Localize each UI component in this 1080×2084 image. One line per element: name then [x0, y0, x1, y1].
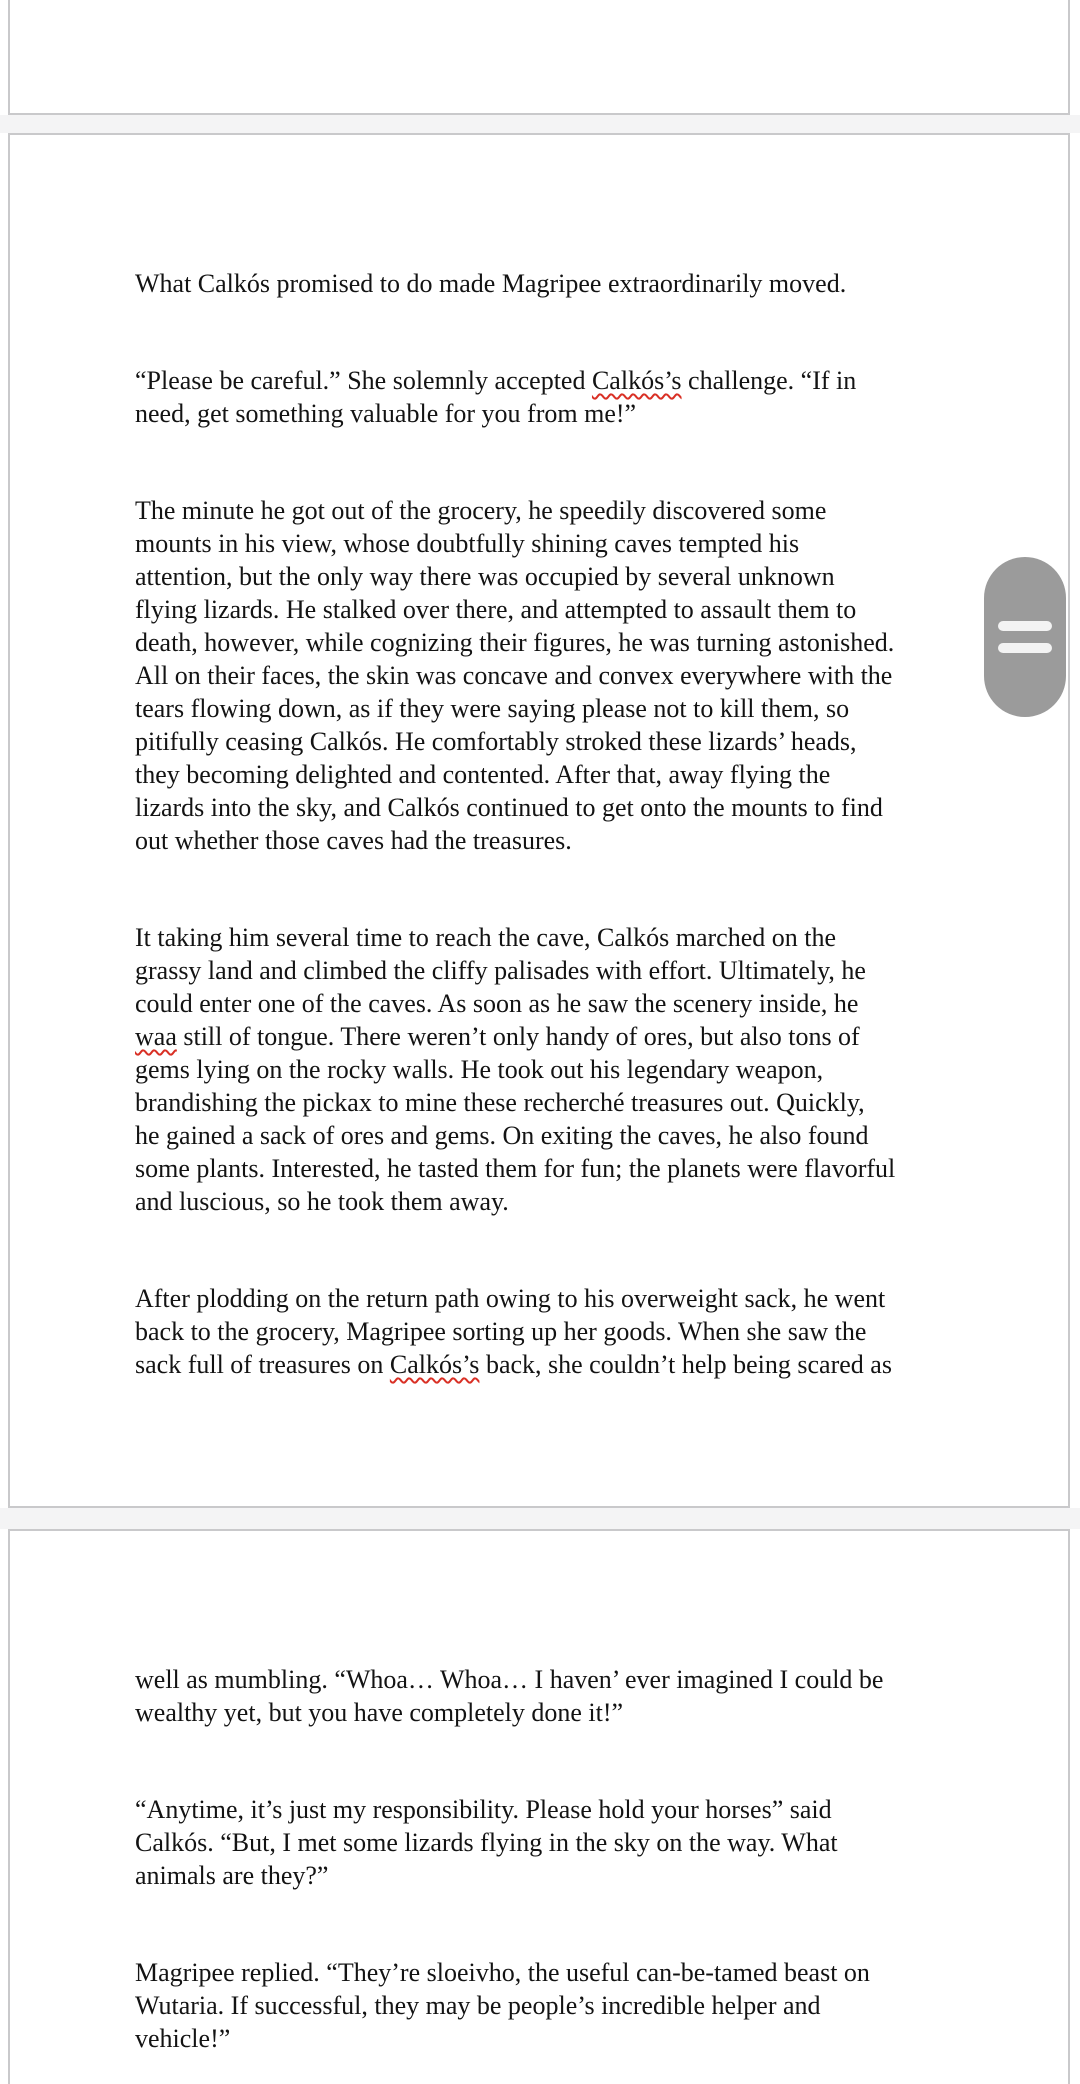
page-previous	[8, 0, 1070, 115]
page-current	[8, 133, 1070, 1508]
scroll-handle-grip-line-icon	[998, 621, 1052, 631]
scroll-handle-grip-line-icon	[998, 643, 1052, 653]
paragraph: What Calkós promised to do made Magripee extraordinarily moved.	[135, 269, 847, 298]
paragraph: “Please be careful.” She solemnly accepted Calkós’s challenge. “If in need, get something valuable for you from me!”	[135, 366, 857, 428]
page-next	[8, 1529, 1070, 2084]
paragraph: Magripee replied. “They’re sloeivho, the useful can-be-tamed beast on Wutaria. If successful, they may be people’s incredible helper and vehicle!”	[135, 1958, 870, 2053]
page-next-text	[10, 1531, 1068, 2055]
page-gap	[0, 115, 1080, 133]
paragraph: “Anytime, it’s just my responsibility. Please hold your horses” said Calkós. “But, I met some lizards flying in the sky on the way. What animals are they?”	[135, 1795, 838, 1890]
paragraph: After plodding on the return path owing to his overweight sack, he went back to the grocery, Magripee sorting up her goods. When she saw the sack full of treasures on Calkós’s back, she couldn’t help being scared as	[135, 1284, 892, 1379]
page-current-text	[10, 135, 1068, 1381]
misspelled-word: Calkós’s	[389, 1350, 480, 1379]
misspelled-word: Calkós’s	[591, 366, 682, 395]
misspelled-word: waa	[135, 1022, 177, 1051]
page-previous-text	[10, 0, 1068, 128]
paragraph: well as mumbling. “Whoa… Whoa… I haven’ ever imagined I could be wealthy yet, but you have completely done it!”	[135, 1665, 884, 1727]
paragraph: The minute he got out of the grocery, he speedily discovered some mounts in his view, whose doubtfully shining caves tempted his attention, but the only way there was occupied by several unknown flying lizards. He stalked over there, and attempted to assault them to death, however, while cognizing their figures, he was turning astonished. All on their faces, the skin was concave and convex everywhere with the tears flowing down, as if they were saying please not to kill them, so pitifully ceasing Calkós. He comfortably stroked these lizards’ heads, they becoming delighted and contented. After that, away flying the lizards into the sky, and Calkós continued to get onto the mounts to find out whether those caves had the treasures.	[135, 496, 895, 855]
scroll-handle[interactable]	[984, 557, 1066, 717]
page-gap	[0, 1508, 1080, 1529]
paragraph: It taking him several time to reach the cave, Calkós marched on the grassy land and climbed the cliffy palisades with effort. Ultimately, he could enter one of the caves. As soon as he saw the scenery inside, he waa still of tongue. There weren’t only handy of ores, but also tons of gems lying on the rocky walls. He took out his legendary weapon, brandishing the pickax to mine these recherché treasures out. Quickly, he gained a sack of ores and gems. On exiting the caves, he also found some plants. Interested, he tasted them for fun; the planets were flavorful and luscious, so he took them away.	[135, 923, 896, 1216]
